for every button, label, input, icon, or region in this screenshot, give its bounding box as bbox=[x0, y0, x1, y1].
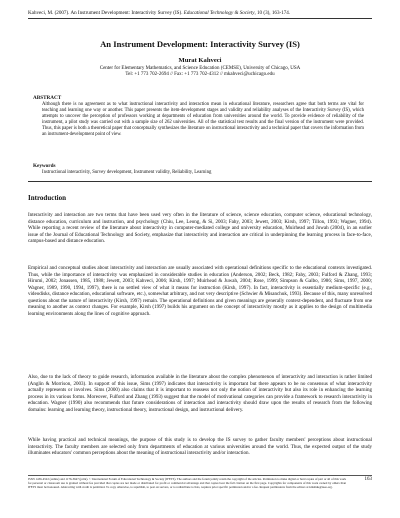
introduction-heading: Introduction bbox=[28, 194, 66, 202]
running-head-journal: Educational Technology & Society bbox=[183, 10, 255, 16]
running-head bbox=[28, 10, 372, 16]
abstract-text: Although there is no agreement as to what instructional interactivity and interaction mean in educational literature, researchers agree that both terms are vital for teaching and learning one way or another. This paper presents the item-development stages and validity and reliability analyses of the Interactivity Survey (IS), which attempts to uncover the perception of professors working at departments of education from universities around the world. To provide evidence of reliability of the instrument, a pilot study was carried out with a sample size of 262 universities. All of the statistical test results and the final version of the instrument were provided. Thus, this paper is both a theoretical paper that conceptually synthesizes the literature on instructional interactivity and a technical paper that covers the information from an instrument-development point of view. bbox=[42, 102, 364, 138]
author-affiliation bbox=[28, 66, 372, 79]
running-head-volume: , 10 (3), 163-174. bbox=[254, 10, 291, 16]
affiliation-line-2: Tel: +1 773 702-2694 // Fax: +1 773 702-4312 // mkahveci@uchicago.edu bbox=[125, 72, 275, 78]
abstract-heading: ABSTRACT bbox=[33, 95, 62, 101]
keywords-text: Instructional interactivity, Survey development, Instrument validity, Reliability, Learning bbox=[42, 170, 212, 175]
introduction-paragraph-4: While having practical and technical meanings, the purpose of this study is to develop the IS survey to gather faculty members' perceptions about instructional interactivity. The faculty members are selected only from departments of education at various universities around the world. Thus, the expected output of the study illuminates educators' common perceptions about the meaning of instructional interactivity and/or interaction. bbox=[28, 437, 372, 457]
introduction-paragraph-2: Empirical and conceptual studies about interactivity and interaction are usually associated with operational definitions specific to the educational contexts investigated. Thus, while the importance of interactivity was emphasized in considerable studies in education (Anderson, 2002; Beck, 1982; Fahy, 2003; Fulford & Zhang, 1993; Hirumi, 2002; Jonassen, 1985, 1988; Jewett, 2003; Kahveci, 2006; Kirsh, 1997; Muirhead & Juwah, 2004; Rose, 1999; Simpson & Galbo, 1986; Sims, 1997, 2000; Wagner, 1989, 1990, 1994, 1997), there is no settled view of what it means for instruction (Kirsh, 1997). In fact, interactivity is essentially medium-specific (e.g., videodisks, distance education, educational software, etc.), somewhat arbitrary, and not very descriptive (Schwier & Misanchuk, 1993). Because of this, many unresolved questions about the nature of interactivity (Kirsh, 1997) remain. The operational definitions and given meanings are generally context-dependent, and fluctuate from one meaning to another as context changes. For example, Kirsh (1997) builds his argument on the concept of interactivity mostly as it applies to the design of multimedia learning environments along the lines of cognitive approach. bbox=[28, 265, 372, 317]
copyright-footnote: ISSN 1436-4522 (online) and 1176-3647 (print). © International Forum of Educational Technology & Society (IFETS). The authors and the forum jointly retain the copyright of the articles. Permission to make digital or hard copies of part or all of this work for personal or classroom use is granted without fee provided that copies are not made or distributed for profit or commercial advantage and that copies bear the full citation on the first page. Copyrights for components of this work owned by others than IFETS must be honoured. Abstracting with credit is permitted. To copy otherwise, to republish, to post on servers, or to redistribute to lists, requires prior specific permission and/or a fee. Request permissions from the editors at kinshuk@ieee.org. bbox=[28, 477, 347, 489]
running-head-citation: Kahveci, M. (2007). An Instrument Development: Interactivity Survey (IS). bbox=[28, 10, 183, 16]
author-name: Murat Kahveci bbox=[178, 57, 222, 64]
affiliation-line-1: Center for Elementary Mathematics, and Science Education (CEMSE), University of Chicago, USA bbox=[99, 66, 301, 71]
introduction-paragraph-3: Also, due to the lack of theory to guide research, information available in the literature about the complex phenomenon of interactivity and interaction is rather limited (Anglin & Morrison, 2003). In support of this issue, Sims (1997) indicates that interactivity is important but there appears to be no consensus of what interactivity actually represents or involves. Sims (2000) also claims that it is important to reassess not only the notion of interactivity but also its role in enhancing the learning process in its various forms. Moreover, Fulford and Zhang (1993) suggest that the model of motivational categories can provide a framework to research interactivity in education. Wagner (1990) also recommends that future considerations of interaction and interactivity should draw upon the results of research from the following domains: learning and learning theory, instructional theory, instructional design, and instructional delivery. bbox=[28, 374, 372, 413]
page-number: 163 bbox=[364, 477, 372, 482]
footnote-divider bbox=[28, 475, 372, 476]
article-title: An Instrument Development: Interactivity Survey (IS) bbox=[100, 39, 300, 49]
keywords-heading: Keywords bbox=[33, 163, 56, 169]
abstract-divider bbox=[28, 181, 372, 182]
introduction-paragraph-1: Interactivity and interaction are two terms that have been used very often in the literature of science, science education, computer science, educational technology, distance education, curriculum and instruction, and psychology (Chiu, Lee, Leong, & Si, 2003; Fahy, 2003; Jewett, 2003; Kirsh, 1997; Tillon, 1993; Wagner, 1994). While reporting a recent review of the literature about interactivity in computer-mediated college and university education, Muirhead and Juwah (2004), in an earlier issue of the Journal of Educational Technology and Society, emphasize that interactivity and interaction are critical in underpinning the learning process in face-to-face, campus-based and distance education. bbox=[28, 212, 372, 245]
header-divider bbox=[28, 18, 372, 19]
